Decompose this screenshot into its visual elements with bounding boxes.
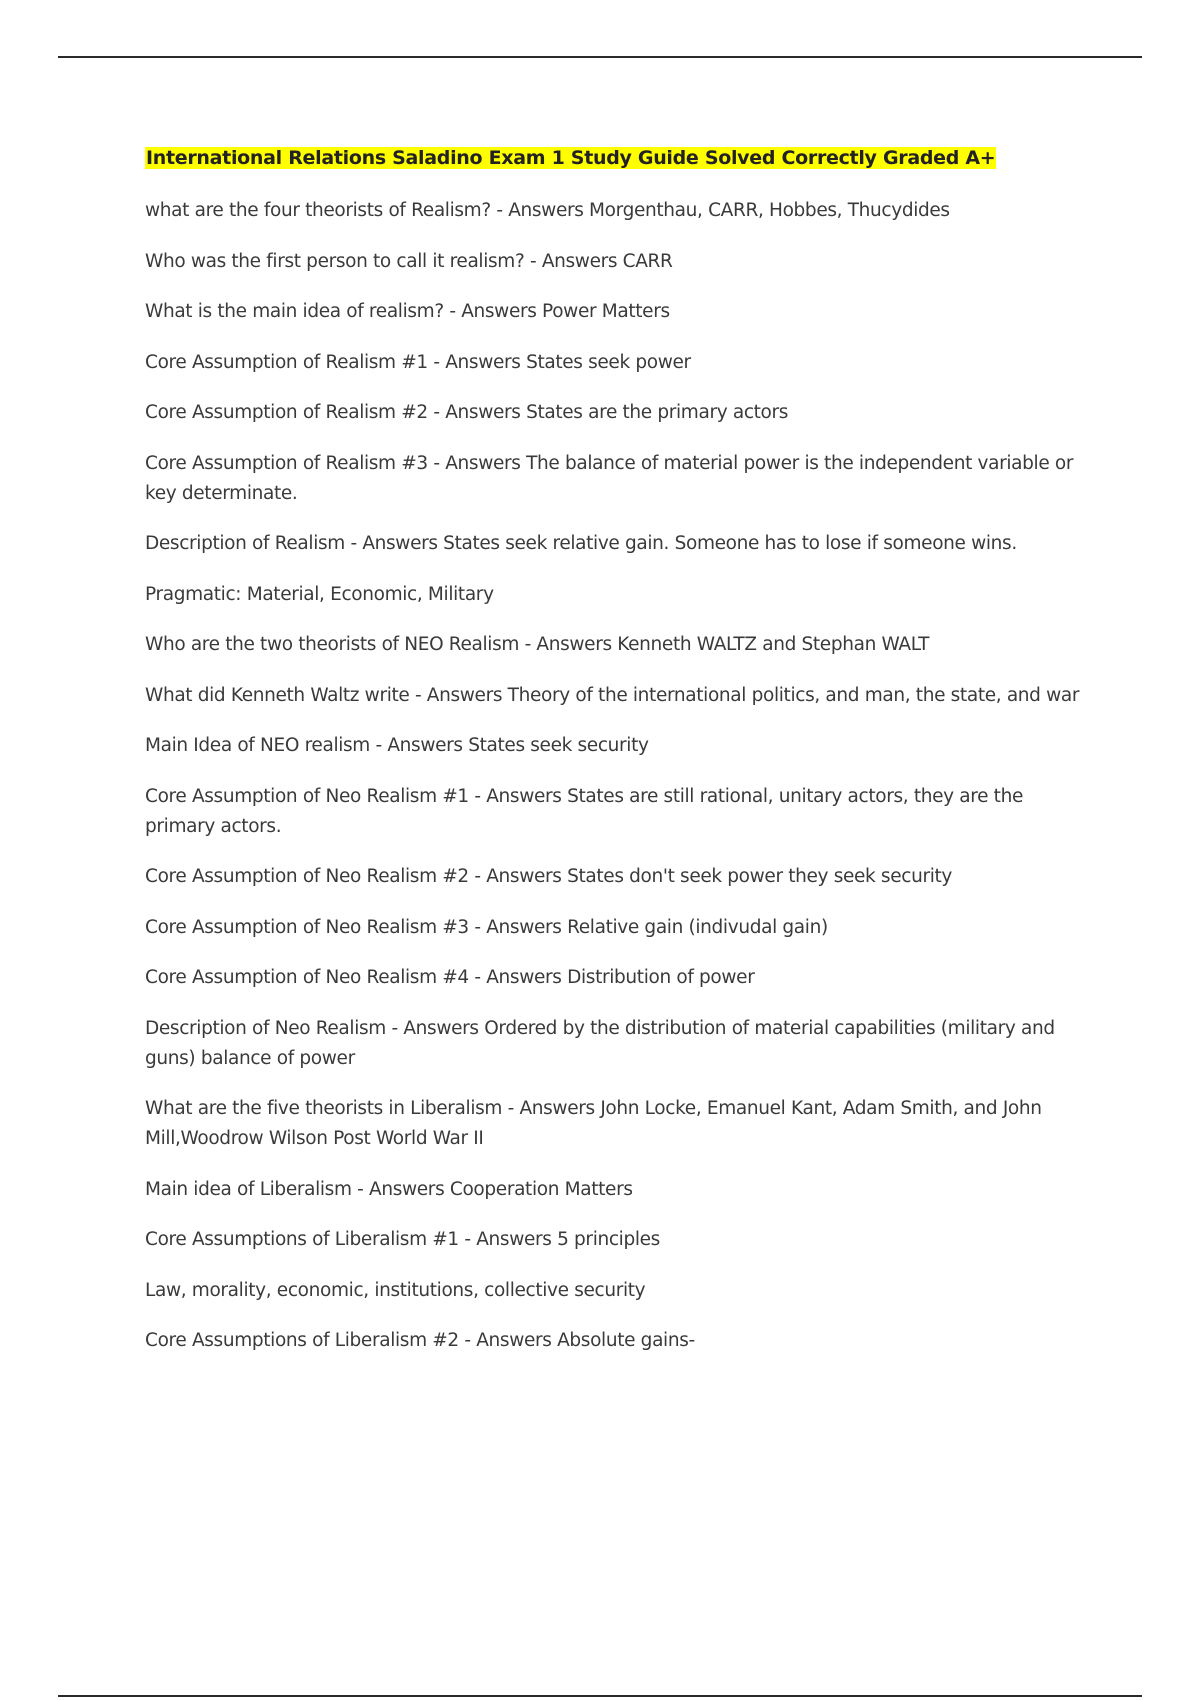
document-title: International Relations Saladino Exam 1 Study Guide Solved Correctly Graded A+ [146,147,996,169]
qa-entry: What did Kenneth Waltz write - Answers Theory of the international politics, and man, the state, and war [145,684,1080,706]
qa-entry: Core Assumption of Neo Realism #4 - Answers Distribution of power [145,967,755,988]
document-body [145,146,1085,1377]
qa-entry: Core Assumption of Neo Realism #2 - Answers States don't seek power they seek security [145,866,952,887]
qa-entry: Description of Realism - Answers States seek relative gain. Someone has to lose if someone wins. [145,533,1017,554]
footer-rule [58,1695,1142,1697]
qa-entry: Pragmatic: Material, Economic, Military [145,583,494,605]
qa-entry: Core Assumption of Realism #2 - Answers States are the primary actors [145,402,789,423]
qa-entry: Core Assumption of Realism #3 - Answers The balance of material power is the independent variable or key determinate. [145,452,1074,504]
qa-entry: Core Assumption of Neo Realism #3 - Answers Relative gain (indivudal gain) [145,916,828,938]
document-title-wrap [145,146,1085,170]
qa-entry: Who was the first person to call it realism? - Answers CARR [145,250,673,272]
qa-entry: what are the four theorists of Realism? - Answers Morgenthau, CARR, Hobbes, Thucydides [145,200,950,221]
qa-entry: Who are the two theorists of NEO Realism - Answers Kenneth WALTZ and Stephan WALT [145,634,930,655]
qa-entry: Core Assumption of Neo Realism #1 - Answers States are still rational, unitary actors, they are the primary actors. [145,785,1023,837]
qa-entry: Core Assumptions of Liberalism #1 - Answers 5 principles [145,1229,660,1250]
header-rule [58,56,1142,58]
qa-entry: Main idea of Liberalism - Answers Cooperation Matters [145,1178,633,1200]
qa-entry: Main Idea of NEO realism - Answers States seek security [145,735,649,756]
qa-entry: What are the five theorists in Liberalism - Answers John Locke, Emanuel Kant, Adam Smith, and John Mill,Woodrow Wilson Post World War II [145,1098,1042,1149]
qa-entry: Core Assumptions of Liberalism #2 - Answers Absolute gains- [145,1330,695,1351]
qa-entry: Law, morality, economic, institutions, collective security [145,1279,646,1301]
qa-entry: Description of Neo Realism - Answers Ordered by the distribution of material capabilities (military and guns) balance of power [145,1017,1055,1069]
qa-entry: Core Assumption of Realism #1 - Answers States seek power [145,351,691,373]
qa-entry: What is the main idea of realism? - Answers Power Matters [145,301,670,322]
